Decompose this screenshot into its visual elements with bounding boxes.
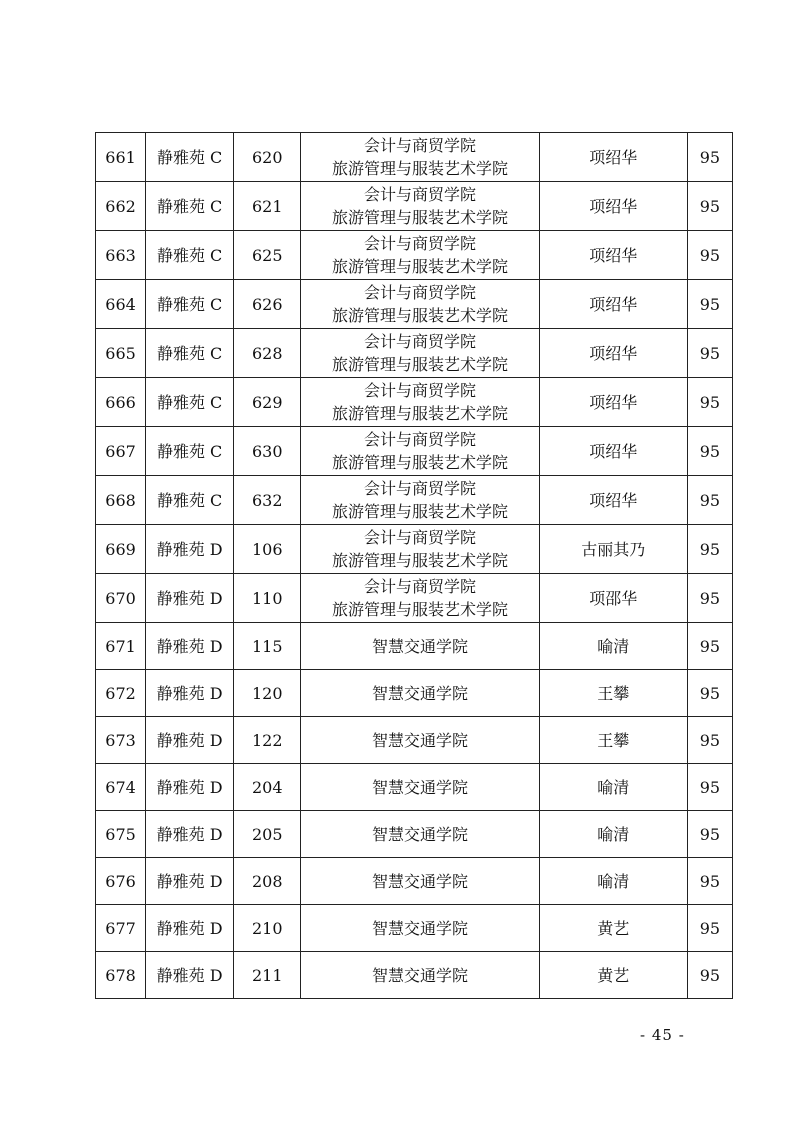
building-cell: 静雅苑 C [146, 329, 234, 378]
college-line: 智慧交通学院 [371, 683, 468, 703]
dormitory-score-table [95, 132, 733, 999]
building-cell: 静雅苑 D [146, 764, 234, 811]
college-line: 会计与商贸学院 [363, 283, 476, 302]
room-cell: 120 [234, 670, 301, 717]
building-cell: 静雅苑 C [146, 133, 234, 182]
person-cell: 项绍华 [539, 231, 687, 280]
college-line: 会计与商贸学院 [363, 234, 476, 253]
building-cell: 静雅苑 D [146, 905, 234, 952]
college-line: 智慧交通学院 [371, 918, 468, 938]
row-number-cell: 674 [96, 764, 146, 811]
building-cell: 静雅苑 C [146, 182, 234, 231]
table-row [96, 231, 733, 280]
building-cell: 静雅苑 C [146, 231, 234, 280]
college-line: 旅游管理与服装艺术学院 [331, 306, 508, 325]
person-cell: 项绍华 [539, 182, 687, 231]
table-row [96, 182, 733, 231]
row-number-cell: 676 [96, 858, 146, 905]
table-row [96, 717, 733, 764]
table-body [96, 133, 733, 999]
college-cell [301, 717, 539, 764]
building-cell: 静雅苑 C [146, 476, 234, 525]
building-cell: 静雅苑 D [146, 623, 234, 670]
building-cell: 静雅苑 D [146, 670, 234, 717]
row-number-cell: 661 [96, 133, 146, 182]
college-line: 智慧交通学院 [371, 871, 468, 891]
table-row [96, 574, 733, 623]
score-cell: 95 [687, 133, 732, 182]
college-line: 旅游管理与服装艺术学院 [331, 551, 508, 570]
room-cell: 205 [234, 811, 301, 858]
college-line: 旅游管理与服装艺术学院 [331, 502, 508, 521]
college-cell [301, 670, 539, 717]
person-cell: 项绍华 [539, 280, 687, 329]
row-number-cell: 670 [96, 574, 146, 623]
person-cell: 黄艺 [539, 952, 687, 999]
person-cell: 喻清 [539, 623, 687, 670]
score-cell: 95 [687, 905, 732, 952]
college-line: 智慧交通学院 [371, 777, 468, 797]
room-cell: 110 [234, 574, 301, 623]
college-line: 智慧交通学院 [371, 824, 468, 844]
building-cell: 静雅苑 D [146, 717, 234, 764]
score-cell: 95 [687, 952, 732, 999]
score-cell: 95 [687, 280, 732, 329]
table-row [96, 427, 733, 476]
building-cell: 静雅苑 D [146, 525, 234, 574]
room-cell: 208 [234, 858, 301, 905]
person-cell: 喻清 [539, 764, 687, 811]
row-number-cell: 663 [96, 231, 146, 280]
building-cell: 静雅苑 D [146, 858, 234, 905]
college-line: 旅游管理与服装艺术学院 [331, 257, 508, 276]
college-cell [301, 811, 539, 858]
person-cell: 王攀 [539, 670, 687, 717]
table-row [96, 476, 733, 525]
room-cell: 210 [234, 905, 301, 952]
room-cell: 106 [234, 525, 301, 574]
score-cell: 95 [687, 525, 732, 574]
college-line: 旅游管理与服装艺术学院 [331, 208, 508, 227]
table-row [96, 378, 733, 427]
person-cell: 项绍华 [539, 427, 687, 476]
college-cell [301, 378, 539, 427]
college-line: 旅游管理与服装艺术学院 [331, 404, 508, 423]
college-cell [301, 525, 539, 574]
row-number-cell: 669 [96, 525, 146, 574]
building-cell: 静雅苑 C [146, 427, 234, 476]
table-row [96, 811, 733, 858]
score-cell: 95 [687, 231, 732, 280]
building-cell: 静雅苑 D [146, 811, 234, 858]
person-cell: 项绍华 [539, 378, 687, 427]
table-row [96, 858, 733, 905]
building-cell: 静雅苑 C [146, 280, 234, 329]
room-cell: 629 [234, 378, 301, 427]
college-line: 旅游管理与服装艺术学院 [331, 600, 508, 619]
college-line: 会计与商贸学院 [363, 528, 476, 547]
college-cell [301, 574, 539, 623]
score-cell: 95 [687, 670, 732, 717]
room-cell: 628 [234, 329, 301, 378]
score-cell: 95 [687, 764, 732, 811]
building-cell: 静雅苑 D [146, 574, 234, 623]
college-cell [301, 133, 539, 182]
college-line: 智慧交通学院 [371, 730, 468, 750]
college-line: 会计与商贸学院 [363, 136, 476, 155]
score-cell: 95 [687, 623, 732, 670]
college-cell [301, 427, 539, 476]
college-line: 旅游管理与服装艺术学院 [331, 159, 508, 178]
room-cell: 204 [234, 764, 301, 811]
table-row [96, 670, 733, 717]
college-cell [301, 476, 539, 525]
college-cell [301, 329, 539, 378]
row-number-cell: 677 [96, 905, 146, 952]
college-cell [301, 280, 539, 329]
score-cell: 95 [687, 717, 732, 764]
college-line: 会计与商贸学院 [363, 185, 476, 204]
person-cell: 项绍华 [539, 329, 687, 378]
college-cell [301, 858, 539, 905]
building-cell: 静雅苑 D [146, 952, 234, 999]
row-number-cell: 664 [96, 280, 146, 329]
room-cell: 630 [234, 427, 301, 476]
score-cell: 95 [687, 858, 732, 905]
room-cell: 122 [234, 717, 301, 764]
room-cell: 626 [234, 280, 301, 329]
college-line: 智慧交通学院 [371, 965, 468, 985]
row-number-cell: 665 [96, 329, 146, 378]
score-cell: 95 [687, 574, 732, 623]
page-number: - 45 - [640, 1026, 685, 1044]
person-cell: 黄艺 [539, 905, 687, 952]
college-line: 会计与商贸学院 [363, 430, 476, 449]
college-cell [301, 231, 539, 280]
person-cell: 喻清 [539, 811, 687, 858]
row-number-cell: 666 [96, 378, 146, 427]
room-cell: 620 [234, 133, 301, 182]
row-number-cell: 668 [96, 476, 146, 525]
table-row [96, 280, 733, 329]
row-number-cell: 678 [96, 952, 146, 999]
table-row [96, 764, 733, 811]
table-row [96, 329, 733, 378]
score-cell: 95 [687, 427, 732, 476]
college-line: 旅游管理与服装艺术学院 [331, 453, 508, 472]
row-number-cell: 671 [96, 623, 146, 670]
room-cell: 211 [234, 952, 301, 999]
score-cell: 95 [687, 329, 732, 378]
person-cell: 古丽其乃 [539, 525, 687, 574]
person-cell: 王攀 [539, 717, 687, 764]
row-number-cell: 667 [96, 427, 146, 476]
college-cell [301, 623, 539, 670]
table-row [96, 623, 733, 670]
room-cell: 621 [234, 182, 301, 231]
person-cell: 项绍华 [539, 476, 687, 525]
college-line: 会计与商贸学院 [363, 381, 476, 400]
college-cell [301, 764, 539, 811]
college-line: 会计与商贸学院 [363, 577, 476, 596]
person-cell: 项邵华 [539, 574, 687, 623]
room-cell: 632 [234, 476, 301, 525]
building-cell: 静雅苑 C [146, 378, 234, 427]
score-cell: 95 [687, 378, 732, 427]
table-row [96, 133, 733, 182]
person-cell: 项绍华 [539, 133, 687, 182]
college-line: 智慧交通学院 [371, 636, 468, 656]
college-line: 旅游管理与服装艺术学院 [331, 355, 508, 374]
room-cell: 115 [234, 623, 301, 670]
table-row [96, 525, 733, 574]
row-number-cell: 662 [96, 182, 146, 231]
college-cell [301, 952, 539, 999]
person-cell: 喻清 [539, 858, 687, 905]
room-cell: 625 [234, 231, 301, 280]
row-number-cell: 675 [96, 811, 146, 858]
table-row [96, 905, 733, 952]
college-line: 会计与商贸学院 [363, 332, 476, 351]
score-cell: 95 [687, 811, 732, 858]
row-number-cell: 673 [96, 717, 146, 764]
row-number-cell: 672 [96, 670, 146, 717]
score-cell: 95 [687, 476, 732, 525]
college-cell [301, 905, 539, 952]
table-row [96, 952, 733, 999]
college-cell [301, 182, 539, 231]
college-line: 会计与商贸学院 [363, 479, 476, 498]
score-cell: 95 [687, 182, 732, 231]
